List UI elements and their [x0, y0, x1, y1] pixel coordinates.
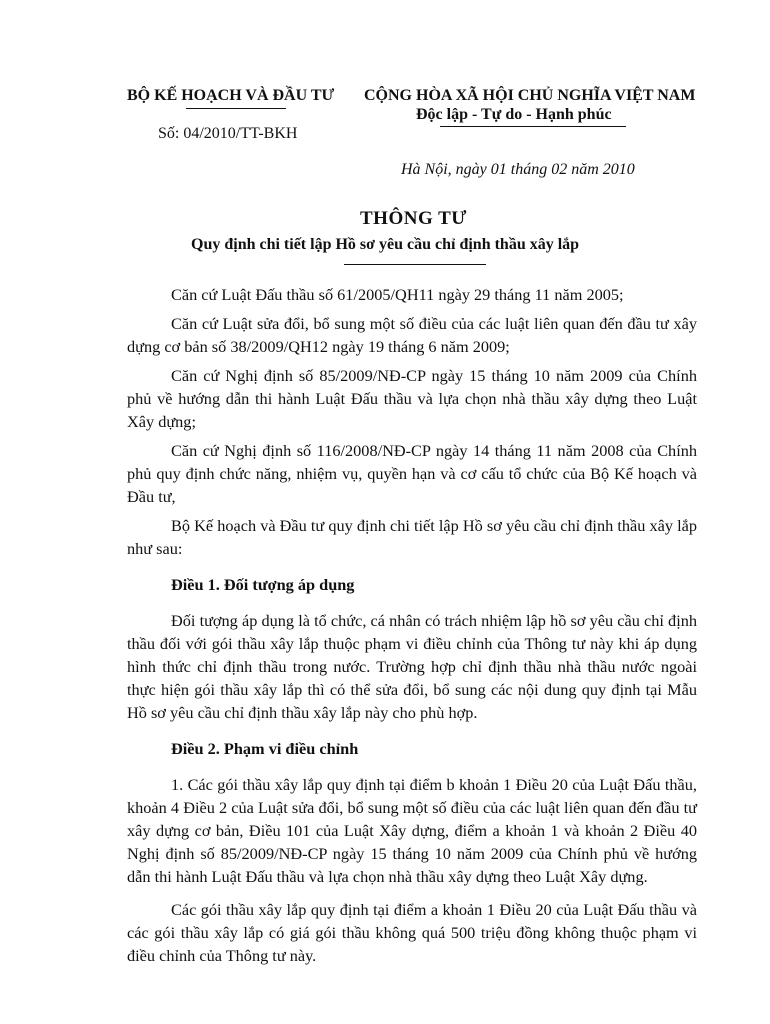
- article-1-heading: Điều 1. Đối tượng áp dụng: [171, 575, 355, 594]
- paragraph-decision: Bộ Kế hoạch và Đầu tư quy định chi tiết lập Hồ sơ yêu cầu chỉ định thầu xây lắp như sau:: [127, 516, 697, 558]
- document-body: [127, 283, 697, 973]
- motto-underline: [440, 126, 626, 127]
- paragraph-legal-basis-3: Căn cứ Nghị định số 85/2009/NĐ-CP ngày 15 tháng 10 năm 2009 của Chính phủ về hướng dẫn thi hành Luật Đấu thầu và lựa chọn nhà thầu xây dựng theo Luật Xây dựng;: [127, 366, 697, 431]
- paragraph-legal-basis-2: Căn cứ Luật sửa đổi, bổ sung một số điều của các luật liên quan đến đầu tư xây dựng cơ bản số 38/2009/QH12 ngày 19 tháng 6 năm 2009;: [127, 314, 697, 356]
- article-2-clause-1: 1. Các gói thầu xây lắp quy định tại điểm b khoản 1 Điều 20 của Luật Đấu thầu, khoản 4 Điều 2 của Luật sửa đổi, bổ sung một số điều của các luật liên quan đến đầu tư xây dựng cơ bản, Điều 101 của Luật Xây dựng, điểm a khoản 1 và khoản 2 Điều 40 Nghị định số 85/2009/NĐ-CP ngày 15 tháng 10 năm 2009 của Chính phủ về hướng dẫn thi hành Luật Đấu thầu và lựa chọn nhà thầu xây dựng theo Luật Xây dựng.: [127, 775, 697, 886]
- article-1-paragraph: Đối tượng áp dụng là tổ chức, cá nhân có trách nhiệm lập hồ sơ yêu cầu chỉ định thầu đối với gói thầu xây lắp thuộc phạm vi điều chỉnh của Thông tư này khi áp dụng hình thức chỉ định thầu trong nước. Trường hợp chỉ định thầu nhà thầu nước ngoài thực hiện gói thầu xây lắp thì có thể sửa đổi, bổ sung các nội dung quy định tại Mẫu Hồ sơ yêu cầu chỉ định thầu xây lắp này cho phù hợp.: [127, 611, 697, 722]
- document-number: Số: 04/2010/TT-BKH: [158, 125, 298, 142]
- document-subtitle: Quy định chi tiết lập Hồ sơ yêu cầu chỉ định thầu xây lắp: [191, 236, 580, 253]
- issue-date: Hà Nội, ngày 01 tháng 02 năm 2010: [401, 161, 635, 178]
- ministry-name: BỘ KẾ HOẠCH VÀ ĐẦU TƯ: [127, 87, 335, 104]
- ministry-underline: [186, 108, 286, 109]
- paragraph-legal-basis-4: Căn cứ Nghị định số 116/2008/NĐ-CP ngày 14 tháng 11 năm 2008 của Chính phủ quy định chức năng, nhiệm vụ, quyền hạn và cơ cấu tổ chức của Bộ Kế hoạch và Đầu tư,: [127, 441, 697, 506]
- subtitle-underline: [344, 264, 486, 265]
- article-2-heading: Điều 2. Phạm vi điều chỉnh: [171, 739, 359, 758]
- paragraph-legal-basis-1: Căn cứ Luật Đấu thầu số 61/2005/QH11 ngày 29 tháng 11 năm 2005;: [171, 285, 624, 304]
- document-title: THÔNG TƯ: [360, 208, 467, 229]
- article-2-paragraph-2: Các gói thầu xây lắp quy định tại điểm a khoản 1 Điều 20 của Luật Đấu thầu và các gói thầu xây lắp có giá gói thầu không quá 500 triệu đồng không thuộc phạm vi điều chỉnh của Thông tư này.: [127, 900, 697, 965]
- republic-name: CỘNG HÒA XÃ HỘI CHỦ NGHĨA VIỆT NAM: [364, 87, 696, 104]
- national-motto: Độc lập - Tự do - Hạnh phúc: [416, 106, 612, 123]
